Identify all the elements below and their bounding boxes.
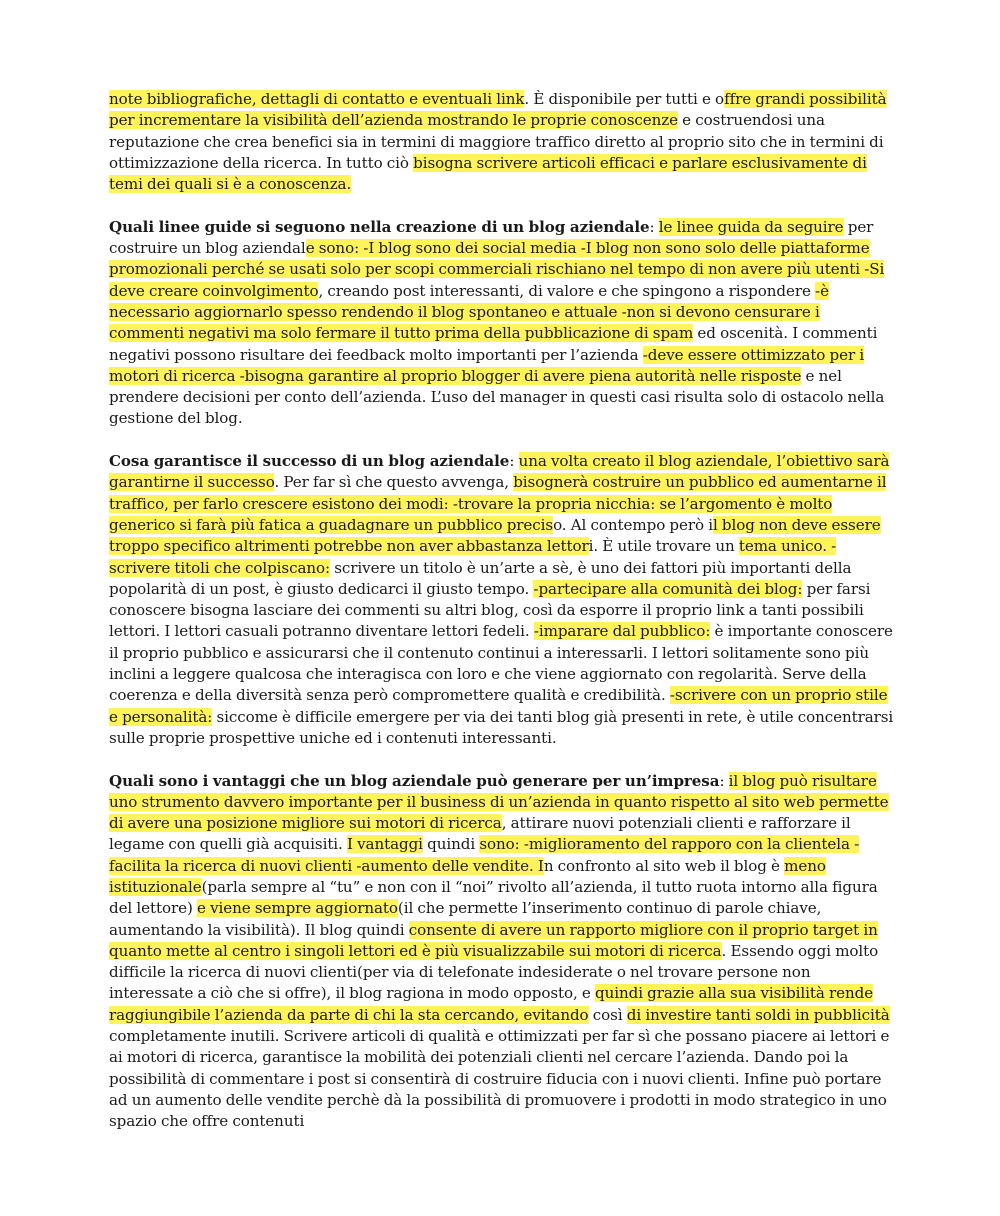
highlighted-text: e sono: -I blog sono dei social media -I blog non sono solo delle piattaforme promozionali perché se usati solo per scopi commerciali rischiano nel tempo di non avere più utenti -Si deve creare coinvolgimento xyxy=(109,239,885,300)
section-heading: Cosa garantisce il successo di un blog aziendale xyxy=(109,452,510,471)
highlighted-text: meno istituzionale xyxy=(109,856,826,896)
highlighted-text: sono: -miglioramento del rapporo con la clientela -facilita la ricerca di nuovi clienti -aumento delle vendite. I xyxy=(109,835,860,875)
paragraph-successo xyxy=(109,451,895,749)
highlighted-text: una volta creato il blog aziendale, l’obiettivo sarà garantirne il successo xyxy=(109,452,890,492)
text-segment: e costruendosi una reputazione che crea benefici sia in termini di maggiore traffico diretto al proprio sito che in termini di ottimizzazione della ricerca. In tutto ciò xyxy=(109,111,884,172)
text-segment: . È disponibile per tutti e o xyxy=(524,90,725,108)
text-segment: completamente inutili. Scrivere articoli di qualità e ottimizzati per far sì che possano piacere ai lettori e ai motori di ricerca, garantisce la mobilità dei potenziali clienti nel cercare l’azienda. Dando poi la possibilità di commentare i post si consentirà di costruire fiducia con i nuovi clienti. Infine può portare ad un aumento delle vendite perchè dà la possibilità di promuovere i prodotti in modo strategico in uno spazio che offre contenuti xyxy=(109,1027,890,1131)
highlighted-text: ffre grandi possibilità per incrementare la visibilità dell’azienda mostrando le proprie conoscenze xyxy=(109,90,887,130)
text-segment: ed oscenità. I commenti negativi possono risultare dei feedback molto importanti per l’azienda xyxy=(109,324,878,364)
highlighted-text: di investire tanti soldi in pubblicità xyxy=(626,1005,890,1024)
highlighted-text: l blog non deve essere troppo specifico altrimenti potrebbe non aver abbastanza lettor xyxy=(109,515,881,556)
highlighted-text: I vantaggi xyxy=(347,835,423,854)
text-segment: , creando post interessanti, di valore e che spingono a rispondere xyxy=(318,281,816,300)
text-segment: per farsi conoscere bisogna lasciare dei commenti su altri blog, così da esporre il proprio link a tanti possibili lettori. I lettori casuali potranno diventare lettori fedeli. xyxy=(109,579,871,641)
text-segment: siccome è difficile emergere per via dei tanti blog già presenti in rete, è utile concentrarsi sulle proprie prospettive uniche ed i contenuti interessanti. xyxy=(109,707,894,747)
highlighted-text: -deve essere ottimizzato per i motori di ricerca -bisogna garantire al proprio blogger di avere piena autorità nelle risposte xyxy=(109,345,865,385)
highlighted-text: il blog può risultare uno strumento davvero importante per il business di un’azienda in quanto rispetto al sito web permette di avere una posizione migliore sui motori di ricerca xyxy=(109,771,889,833)
highlighted-text: -partecipare alla comunità dei blog: xyxy=(533,579,803,598)
text-segment: , attirare nuovi potenziali clienti e rafforzare il legame con quelli già acquisiti. xyxy=(109,814,851,854)
paragraph-linee-guida xyxy=(109,217,895,430)
highlighted-text: -è necessario aggiornarlo spesso rendendo il blog spontaneo e attuale -non si devono censurare i commenti negativi ma solo fermare il tutto prima della pubblicazione di spam xyxy=(109,281,829,343)
highlighted-text: consente di avere un rapporto migliore con il proprio target in quanto mette al centro i singoli lettori ed è più visualizzabile sui motori di ricerca xyxy=(109,920,878,960)
text-segment: quindi xyxy=(422,835,480,854)
text-segment: i. È utile trovare un xyxy=(588,537,739,556)
paragraph-vantaggi xyxy=(109,771,895,1133)
highlighted-text: quindi grazie alla sua visibilità rende raggiungibile l’azienda da parte di chi la sta cercando, evitando xyxy=(109,984,874,1024)
section-heading: Quali linee guide si seguono nella creazione di un blog aziendale xyxy=(109,217,650,236)
paragraph-intro xyxy=(109,89,895,195)
text-segment: : xyxy=(509,452,519,471)
text-segment: per costruire un blog aziendal xyxy=(109,217,874,258)
text-segment: così xyxy=(588,1005,627,1024)
highlighted-text: -scrivere con un proprio stile e personalità: xyxy=(109,686,888,726)
highlighted-text: bisognerà costruire un pubblico ed aumentarne il traffico, per farlo crescere esistono dei modi: -trovare la propria nicchia: se l’argomento è molto generico si farà più fatica a guadagnare un pubblico precis xyxy=(109,473,887,534)
text-segment: : xyxy=(719,771,729,790)
highlighted-text: bisogna scrivere articoli efficaci e parlare esclusivamente di temi dei quali si è a conoscenza. xyxy=(109,153,867,194)
text-segment: : xyxy=(649,217,659,236)
highlighted-text: -imparare dal pubblico: xyxy=(533,622,711,641)
text-segment: . Per far sì che questo avvenga, xyxy=(274,473,514,492)
highlighted-text: e viene sempre aggiornato xyxy=(197,899,398,918)
section-heading: Quali sono i vantaggi che un blog aziendale può generare per un’impresa xyxy=(109,771,720,790)
text-segment: n confronto al sito web il blog è xyxy=(543,856,785,875)
text-segment: è importante conoscere il proprio pubblico e assicurarsi che il contenuto continui a interessarli. I lettori solitamente sono più inclini a leggere qualcosa che interagisca con loro e che viene aggiornato con regolarità. Serve della coerenza e della diversità senza però compromettere qualità e credibilità. xyxy=(109,622,893,705)
highlighted-text: le linee guida da seguire xyxy=(658,217,844,236)
document-page xyxy=(109,89,895,1154)
highlighted-text: note bibliografiche, dettagli di contatto e eventuali link xyxy=(109,90,525,108)
text-segment: (parla sempre al “tu” e non con il “noi” rivolto all’azienda, il tutto ruota intorno alla figura del lettore) xyxy=(109,877,878,918)
text-segment: (il che permette l’inserimento continuo di parole chiave, aumentando la visibilità). Il blog quindi xyxy=(109,899,822,939)
text-segment: o. Al contempo però i xyxy=(553,515,713,534)
text-segment: e nel prendere decisioni per conto dell’azienda. L’uso del manager in questi casi risulta solo di ostacolo nella gestione del blog. xyxy=(109,366,885,428)
text-segment: scrivere un titolo è un’arte a sè, è uno dei fattori più importanti della popolarità di un post, è giusto dedicarci il giusto tempo. xyxy=(109,558,852,598)
highlighted-text: tema unico. -scrivere titoli che colpiscano: xyxy=(109,537,837,577)
text-segment: . Essendo oggi molto difficile la ricerca di nuovi clienti(per via di telefonate indesiderate o nel trovare persone non interessate a ciò che si offre), il blog ragiona in modo opposto, e xyxy=(109,941,879,1003)
